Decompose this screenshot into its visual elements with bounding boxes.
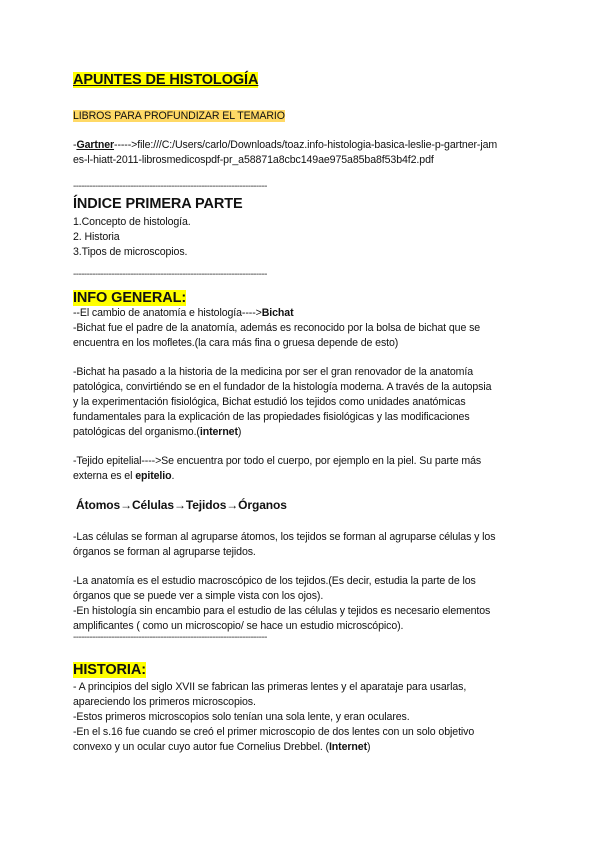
text: ): [367, 741, 371, 753]
paragraph-line: y la experimentación fisiológica, Bichat estudió los tejidos como unidades anatómicas: [73, 396, 466, 408]
paragraph-line: -Las células se forman al agruparse átomos, los tejidos se forman al agruparse células y los: [73, 531, 496, 543]
paragraph-line: -En histología sin encambio para el estudio de las células y tejidos es necesario elementos: [73, 605, 491, 617]
paragraph-line: amplificantes ( como un microscopio/ se hace un estudio microscópico).: [73, 620, 404, 632]
separator: -----------------------------------------------------------------------: [73, 632, 267, 643]
paragraph-line: fundamentales para la explicación de las propiedades fisiológicas y las modificaciones: [73, 411, 470, 423]
text: -: [73, 139, 77, 151]
paragraph-line: [73, 741, 370, 753]
paragraph-line: -Estos primeros microscopios solo tenían una sola lente, y eran oculares.: [73, 711, 410, 723]
text: externa es el: [73, 470, 136, 482]
index-item: 1.Concepto de histología.: [73, 216, 191, 228]
paragraph-line: patológica, convirtiéndo se en el fundador de la histología moderna. A través de la autopsia: [73, 381, 492, 393]
text: .: [171, 470, 175, 482]
gartner-name: Gartner: [76, 139, 115, 151]
books-heading: LIBROS PARA PROFUNDIZAR EL TEMARIO: [73, 110, 285, 122]
bold-text: internet: [199, 426, 238, 438]
separator: -----------------------------------------------------------------------: [73, 269, 267, 280]
paragraph-line: apareciendo los primeros microscopios.: [73, 696, 256, 708]
document-title: APUNTES DE HISTOLOGÍA: [73, 72, 259, 88]
paragraph-line: -La anatomía es el estudio macroscópico de los tejidos.(Es decir, estudia la parte de los: [73, 575, 476, 587]
paragraph-line: -Tejido epitelial---->Se encuentra por todo el cuerpo, por ejemplo en la piel. Su parte más: [73, 455, 482, 467]
paragraph-line: - A principios del siglo XVII se fabrican las primeras lentes y el aparataje para usarlas,: [73, 681, 467, 693]
text: patológicas del organismo.(: [73, 426, 200, 438]
index-item: 2. Historia: [73, 231, 120, 243]
text: convexo y un ocular cuyo autor fue Cornelius Drebbel. (: [73, 741, 329, 753]
index-heading: ÍNDICE PRIMERA PARTE: [73, 196, 243, 212]
bold-text: Internet: [328, 741, 368, 753]
paragraph-line: -Bichat ha pasado a la historia de la medicina por ser el gran renovador de la anatomía: [73, 366, 473, 378]
bold-text: Bichat: [261, 307, 294, 319]
historia-heading: HISTORIA:: [73, 662, 146, 678]
paragraph-line: [73, 470, 174, 482]
index-item: 3.Tipos de microscopios.: [73, 246, 188, 258]
paragraph-line: órganos que se puede ver a simple vista con los ojos).: [73, 590, 324, 602]
paragraph-line: [73, 307, 294, 319]
bold-text: epitelio: [135, 470, 172, 482]
gartner-link-line: [73, 139, 497, 151]
separator: -----------------------------------------------------------------------: [73, 181, 267, 192]
paragraph-line: encuentra en los mofletes.(la cara más fina o gruesa depende de esto): [73, 337, 399, 349]
text: --El cambio de anatomía e histología---->: [73, 307, 262, 319]
paragraph-line: -En el s.16 fue cuando se creó el primer microscopio de dos lentes con un solo objetivo: [73, 726, 475, 738]
text: ): [237, 426, 242, 438]
file-path-continued[interactable]: es-l-hiatt-2011-librosmedicospdf-pr_a58871a8cbc149ae975a85ba8f53b4f2.pdf: [73, 154, 434, 166]
info-heading: INFO GENERAL:: [73, 290, 187, 306]
hierarchy-chain: Átomos→Células→Tejidos→Órganos: [76, 498, 287, 512]
paragraph-line: -Bichat fue el padre de la anatomía, además es reconocido por la bolsa de bichat que se: [73, 322, 481, 334]
paragraph-line: [73, 426, 241, 438]
paragraph-line: órganos se forman al agruparse tejidos.: [73, 546, 256, 558]
file-path[interactable]: ----->file:///C:/Users/carlo/Downloads/toaz.info-histologia-basica-leslie-p-gartner-jam: [114, 139, 498, 151]
